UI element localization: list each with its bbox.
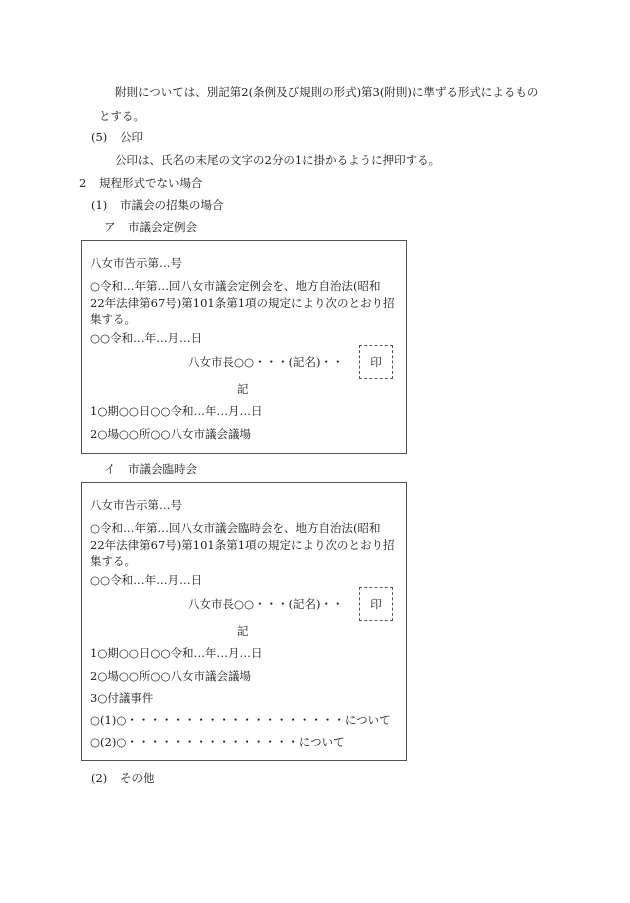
intro-line-2: とする。	[99, 109, 145, 123]
notice-body-line-2: 22年法律第67号)第101条第1項の規定により次のとおり招	[90, 296, 395, 310]
sub-i-title: 市議会臨時会	[128, 462, 197, 476]
sub-1-title: 市議会の招集の場合	[120, 198, 224, 212]
notice-body-line-3: 集する。	[90, 312, 136, 326]
notice-item-place: 2○場○○所○○八女市議会議場	[90, 669, 251, 683]
notice-box-regular	[81, 240, 407, 454]
sub-a-title: 市議会定例会	[128, 220, 197, 234]
notice-body-line-3: 集する。	[90, 554, 136, 568]
notice-body-line-1: ○令和…年第…回八女市議会定例会を、地方自治法(昭和	[90, 279, 381, 293]
notice-number: 八女市告示第…号	[90, 256, 182, 270]
item-5-number: (5)	[91, 130, 108, 144]
notice-item-place: 2○場○○所○○八女市議会議場	[90, 427, 251, 441]
ki-heading: 記	[237, 382, 249, 396]
seal-label: 印	[370, 597, 382, 611]
intro-line-1: 附則については、別記第2(条例及び規則の形式)第3(附則)に準ずる形式によるもの	[115, 85, 539, 99]
sub-2-title: その他	[120, 771, 155, 785]
section-2-number: 2	[79, 176, 87, 190]
section-2-title: 規程形式でない場合	[99, 176, 203, 190]
seal-label: 印	[370, 355, 382, 369]
sub-1-number: (1)	[91, 198, 108, 212]
notice-item-period: 1○期○○日○○令和…年…月…日	[90, 646, 263, 660]
notice-number: 八女市告示第…号	[90, 498, 182, 512]
sub-2-number: (2)	[91, 771, 108, 785]
notice-item-agenda: 3○付議事件	[90, 691, 154, 705]
item-5-body: 公印は、氏名の末尾の文字の2分の1に掛かるように押印する。	[115, 153, 441, 167]
agenda-case-2: ○(2)○・・・・・・・・・・・・・・・について	[90, 735, 345, 749]
notice-body-line-1: ○令和…年第…回八女市議会臨時会を、地方自治法(昭和	[90, 521, 381, 535]
ki-heading: 記	[237, 624, 249, 638]
item-5-title: 公印	[120, 130, 143, 144]
notice-body-line-2: 22年法律第67号)第101条第1項の規定により次のとおり招	[90, 538, 395, 552]
notice-box-extraordinary	[81, 482, 407, 761]
agenda-case-1: ○(1)○・・・・・・・・・・・・・・・・・・・について	[90, 713, 391, 727]
notice-item-period: 1○期○○日○○令和…年…月…日	[90, 404, 263, 418]
seal-stamp-box	[359, 587, 393, 621]
sub-a-marker: ア	[104, 220, 116, 234]
sub-i-marker: イ	[104, 462, 116, 476]
notice-date: ○○令和…年…月…日	[90, 331, 203, 345]
mayor-signature: 八女市長○○・・・(記名)・・	[188, 597, 344, 611]
seal-stamp-box	[359, 345, 393, 379]
notice-date: ○○令和…年…月…日	[90, 573, 203, 587]
mayor-signature: 八女市長○○・・・(記名)・・	[188, 355, 344, 369]
